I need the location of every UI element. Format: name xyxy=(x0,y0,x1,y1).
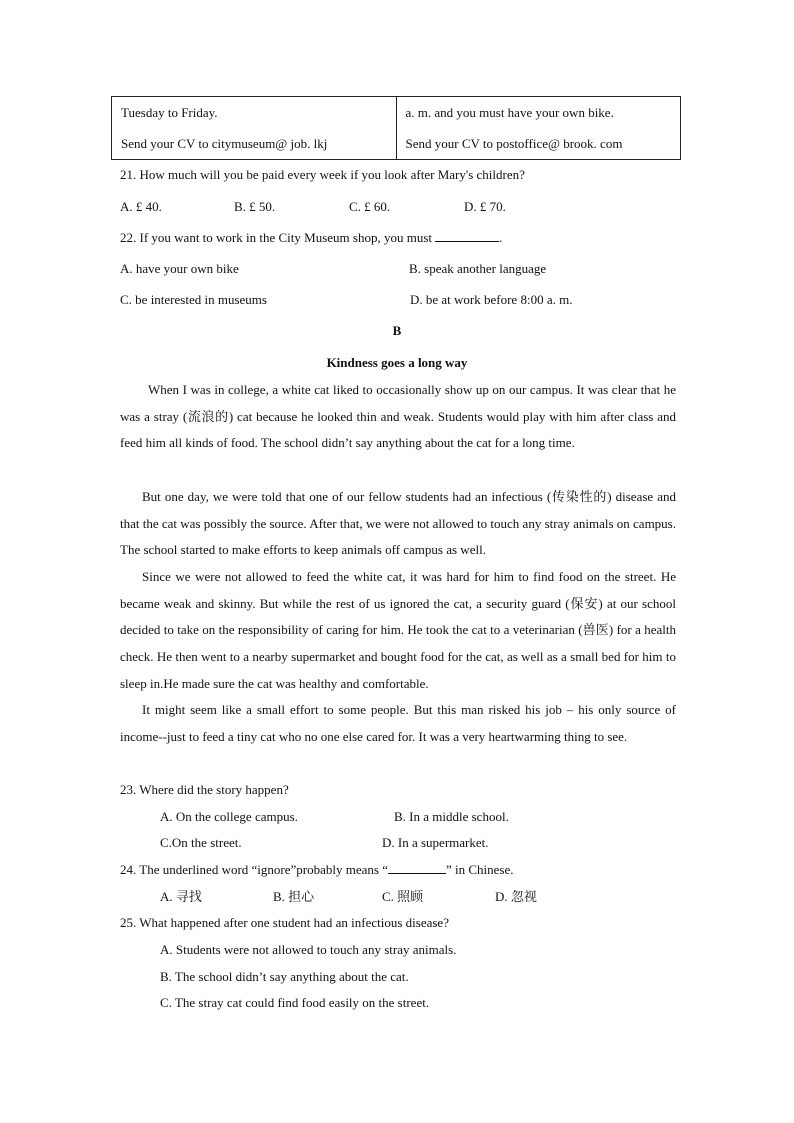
table-cell xyxy=(396,97,681,160)
question-23: 23. Where did the story happen? xyxy=(120,782,289,797)
q24-option-d: D. 忽视 xyxy=(495,889,537,904)
cell-text: a. m. and you must have your own bike. xyxy=(405,105,614,120)
q21-option-c: C. £ 60. xyxy=(349,199,391,214)
job-ads-table xyxy=(111,96,681,160)
question-22-end: . xyxy=(499,230,503,245)
q23-option-d: D. In a supermarket. xyxy=(382,835,489,850)
question-22 xyxy=(120,229,503,247)
passage-paragraph-2: But one day, we were told that one of our fellow students had an infectious (传染性的) disease and that the cat was possibly the source. After that, we were not allowed to touch any stray animals on campus. The school started to make efforts to keep animals off campus as well. xyxy=(120,489,676,558)
cell-text: Send your CV to citymuseum@ job. lkj xyxy=(121,136,328,151)
question-24-text-before: 24. The underlined word “ignore”probably means “ xyxy=(120,862,388,877)
q25-option-a: A. Students were not allowed to touch any stray animals. xyxy=(160,942,457,957)
q21-option-a: A. £ 40. xyxy=(120,199,162,214)
passage-paragraph-3: Since we were not allowed to feed the white cat, it was hard for him to find food on the street. He became weak and skinny. But while the rest of us ignored the cat, a security guard (保安) at our school decided to take on the responsibility of caring for him. He took the cat to a veterinarian (兽医) for a health check. He then went to a nearby supermarket and bought food for the cat, as well as a small bed for him to sleep in.He made sure the cat was healthy and comfortable. xyxy=(120,569,676,691)
q21-option-b: B. £ 50. xyxy=(234,199,276,214)
q24-option-c: C. 照顾 xyxy=(382,889,424,904)
question-21: 21. How much will you be paid every week if you look after Mary's children? xyxy=(120,167,525,182)
q25-option-b: B. The school didn’t say anything about the cat. xyxy=(160,969,409,984)
q25-option-c: C. The stray cat could find food easily on the street. xyxy=(160,995,430,1010)
question-25: 25. What happened after one student had an infectious disease? xyxy=(120,915,449,930)
q22-option-c: C. be interested in museums xyxy=(120,292,267,307)
q24-option-b: B. 担心 xyxy=(273,889,315,904)
passage-paragraph-4: It might seem like a small effort to some people. But this man risked his job – his only source of income--just to feed a tiny cat who no one else cared for. It was a very heartwarming thing to see. xyxy=(120,702,676,744)
q21-option-d: D. £ 70. xyxy=(464,199,506,214)
question-22-text: 22. If you want to work in the City Museum shop, you must xyxy=(120,230,432,245)
passage-paragraph-1: When I was in college, a white cat liked to occasionally show up on our campus. It was clear that he was a stray (流浪的) cat because he looked thin and weak. Students would play with him after class and feed him all kinds of food. The school didn’t say anything about the cat for a long time. xyxy=(120,382,676,451)
table-cell xyxy=(112,97,397,160)
answer-blank xyxy=(435,229,499,242)
q23-option-a: A. On the college campus. xyxy=(160,809,298,824)
q24-option-a: A. 寻找 xyxy=(160,889,202,904)
q23-option-c: C.On the street. xyxy=(160,835,242,850)
passage-title: Kindness goes a long way xyxy=(326,355,468,370)
table-row xyxy=(112,97,681,160)
answer-blank xyxy=(388,861,446,874)
q22-option-d: D. be at work before 8:00 a. m. xyxy=(410,292,573,307)
q22-option-b: B. speak another language xyxy=(409,261,547,276)
section-letter: B xyxy=(392,323,402,338)
question-24-text-after: ” in Chinese. xyxy=(445,862,514,877)
cell-text: Tuesday to Friday. xyxy=(121,105,218,120)
q22-option-a: A. have your own bike xyxy=(120,261,239,276)
cell-text: Send your CV to postoffice@ brook. com xyxy=(405,136,623,151)
q23-option-b: B. In a middle school. xyxy=(394,809,509,824)
question-24 xyxy=(120,861,514,879)
